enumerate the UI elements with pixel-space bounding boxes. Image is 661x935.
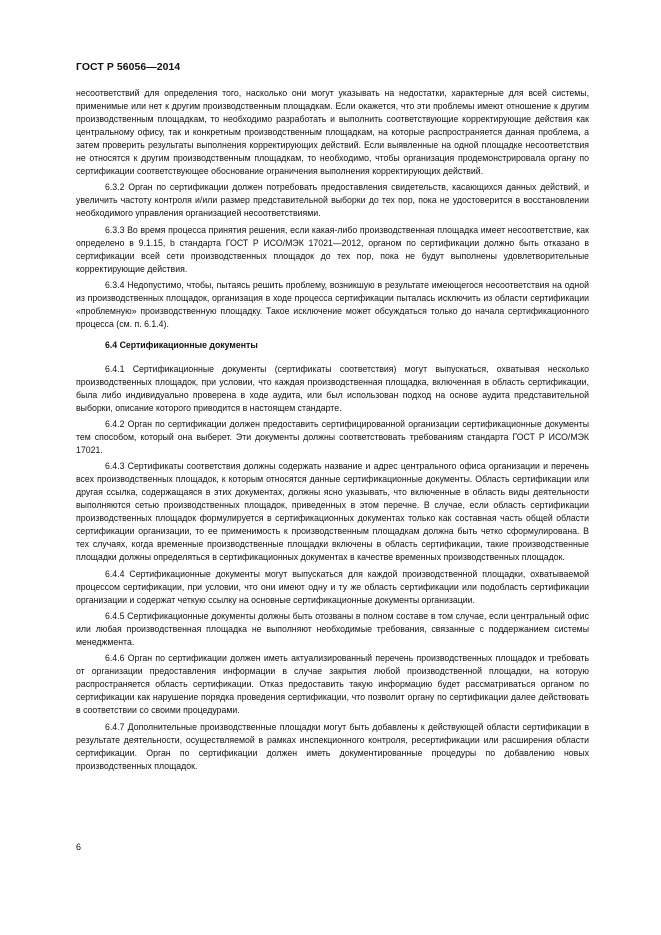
paragraph-6-4-6: 6.4.6 Орган по сертификации должен иметь актуализированный перечень производственных площадок и требовать от организации предоставления информации в случае закрытия любой производственной площадки, на которую распространяется область сертификации. Отказ предоставить такую информацию будет рассматриваться органом по сертификации как нарушение порядка проведения сертификации, что позволит органу по сертификации далее действовать в соответствии со своими процедурами. (76, 653, 589, 716)
page-number: 6 (76, 842, 82, 852)
paragraph-6-4-7: 6.4.7 Дополнительные производственные площадки могут быть добавлены к действующей области сертификации в результате деятельности, осуществляемой в рамках инспекционного контроля, ресертификации или расширения области сертификации. Орган по сертификации должен иметь документированные процедуры по добавлению новых производственных площадок. (76, 721, 589, 771)
paragraph-6-4-2: 6.4.2 Орган по сертификации должен предоставить сертифицированной организации сертификационные документы тем способом, который она выберет. Эти документы должны соответствовать требованиям стандарта ГОСТ Р ИСО/МЭК 17021. (76, 419, 589, 456)
paragraph-6-4-1: 6.4.1 Сертификационные документы (сертификаты соответствия) могут выпускаться, охватывая несколько производственных площадок, при условии, что каждая производственная площадка, включенная в область сертификации, была либо индивидуально проверена в ходе аудита, или был использован подход на основе аудита представительной выборки, описание которого приводится в настоящем стандарте. (76, 363, 589, 413)
paragraph-6-4-4: 6.4.4 Сертификационные документы могут выпускаться для каждой производственной площадки, охватываемой процессом сертификации, при условии, что они имеют одну и ту же область сертификации или подобласть сертификации организации и содержат четкую ссылку на основные сертификационные документы организации. (76, 568, 589, 605)
section-heading-6-4: 6.4 Сертификационные документы (105, 339, 258, 350)
paragraph-6-4-3: 6.4.3 Сертификаты соответствия должны содержать название и адрес центрального офиса организации и перечень всех производственных площадок, к которым относятся данные сертификационные документы. Область сертификации или другая ссылка, содержащаяся в этих документах, должны ясно указывать, что включенные в область виды деятельности выполняются сетью производственных площадок, приведенных в этом перечне. В случае, если область сертификации производственных площадок формулируется в сертификационных документах только как составная часть общей области сертификации организации, то ее применимость к производственным площадкам должна быть четко сформулирована. В тех случаях, когда временные производственные площадки включены в область сертификации, такие производственные площадки должны определяться в сертификационных документах в качестве временных производственных площадок. (76, 461, 589, 563)
standard-header: ГОСТ Р 56056—2014 (76, 62, 181, 73)
paragraph-6-3-4: 6.3.4 Недопустимо, чтобы, пытаясь решить проблему, возникшую в результате имеющегося несоответствия на одной из производственных площадок, организация в ходе процесса сертификации пыталась исключить из области сертификации «проблемную» производственную площадку. Такое исключение может обсуждаться только до начала сертификационного процесса (см. п. 6.1.4). (76, 279, 589, 329)
paragraph-6-3-2: 6.3.2 Орган по сертификации должен потребовать предоставления свидетельств, касающихся данных действий, и увеличить частоту контроля и/или размер представительной выборки до тех пор, пока не удостоверится в восстановлении необходимого управления организацией несоответствиями. (76, 182, 589, 219)
paragraph-6-4-5: 6.4.5 Сертификационные документы должны быть отозваны в полном составе в том случае, если центральный офис или любая производственная площадка не выполняют необходимые требования, связанные с поддержанием системы менеджмента. (76, 611, 589, 648)
paragraph-6-3-3: 6.3.3 Во время процесса принятия решения, если какая-либо производственная площадка имеет несоответствие, как определено в 9.1.15, b стандарта ГОСТ Р ИСО/МЭК 17021—2012, органом по сертификации должно быть отказано в сертификации всей сети производственных площадок до тех пор, пока не будут выполнены удовлетворительные корректирующие действия. (76, 224, 589, 274)
document-body (76, 87, 589, 776)
paragraph-continuation: несоответствий для определения того, насколько они могут указывать на недостатки, характерные для всей системы, применимые или нет к другим производственным площадкам. Если окажется, что эти проблемы имеют отношение к другим производственным площадкам, то необходимо разработать и выполнить соответствующие корректирующие действия как центральному офису, так и конкретным производственным площадкам, на которые распространяется данная проблема, а затем проверить результаты выполнения корректирующих действий. Если выявленные на одной площадке несоответствия не относятся к другим производственным площадкам, то необходимо, чтобы организация продемонстрировала органу по сертификации соответствующее обоснование ограничения выполнения корректирующих действий. (76, 88, 589, 176)
